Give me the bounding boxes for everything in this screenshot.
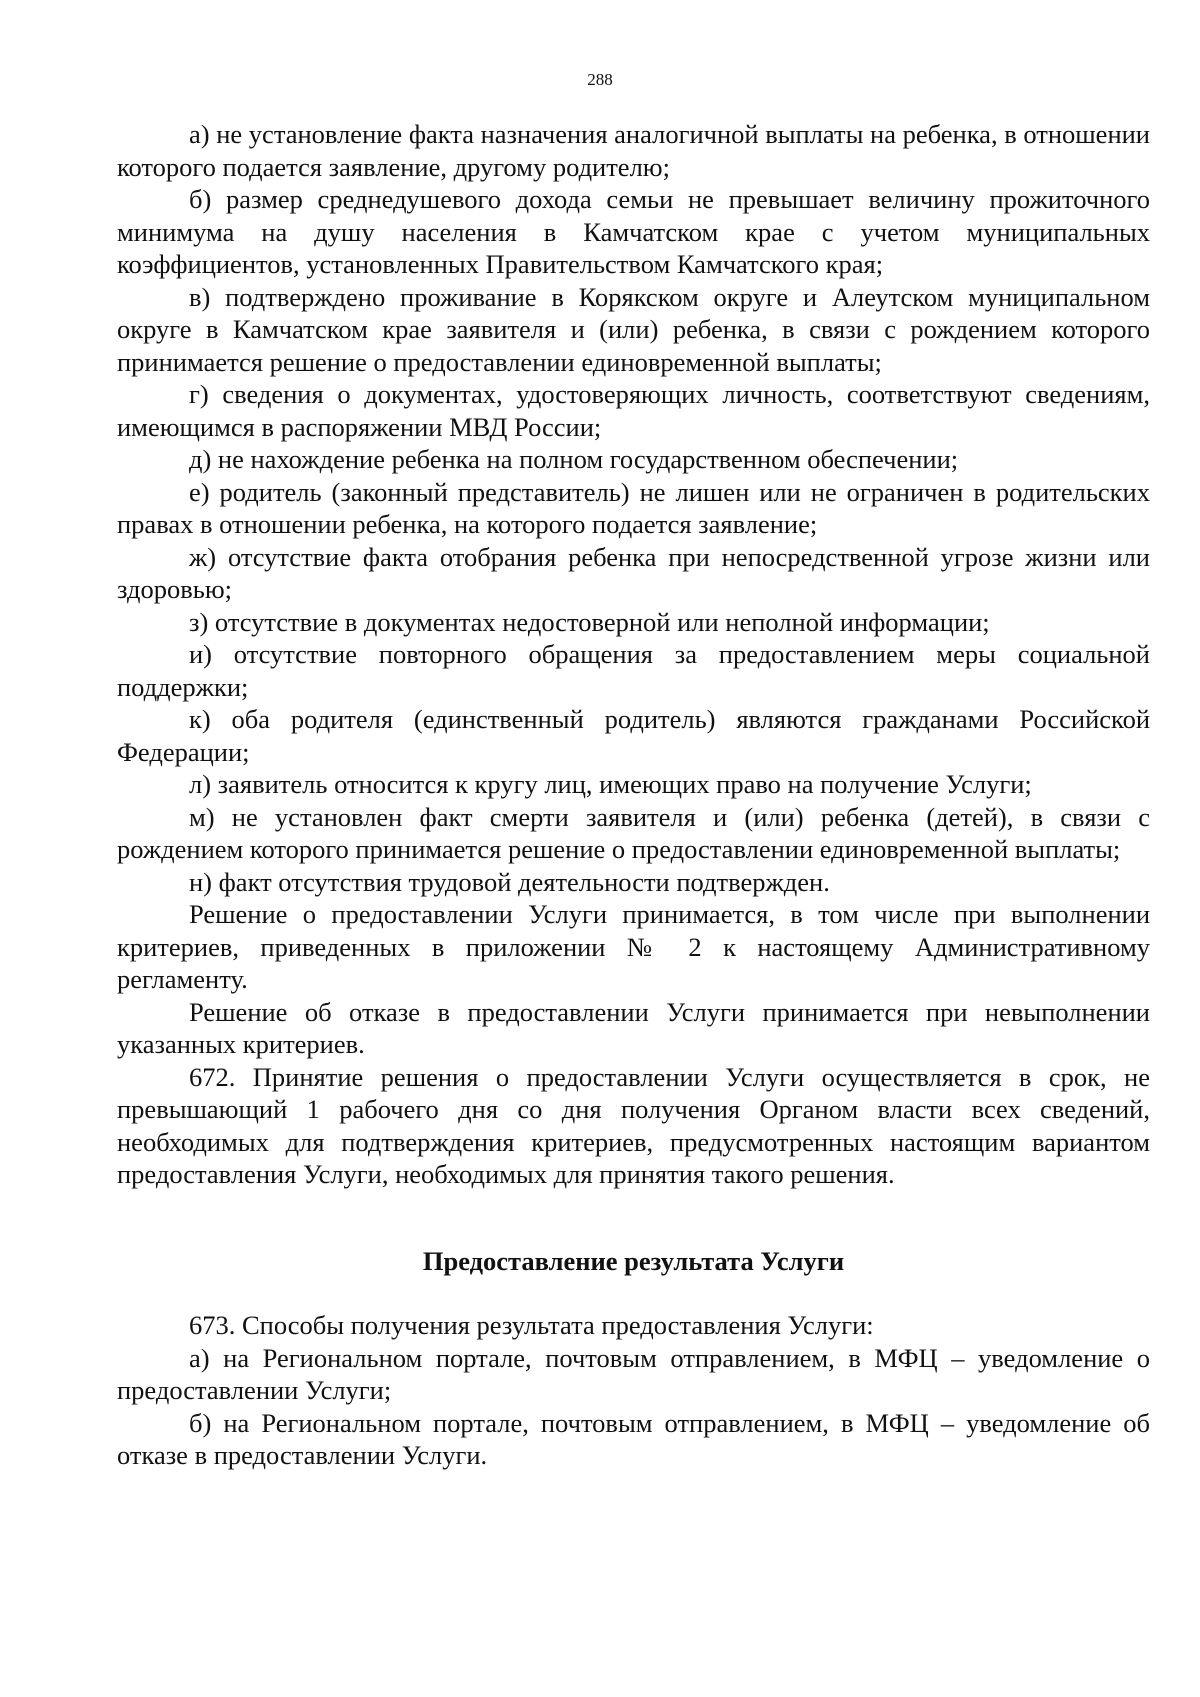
paragraph-decision-refusal: Решение об отказе в предоставлении Услуги принимается при невыполнении указанных критериев.: [117, 996, 1150, 1059]
paragraph-item-k: к) оба родителя (единственный родитель) являются гражданами Российской Федерации;: [117, 704, 1150, 767]
paragraph-673: 673. Способы получения результата предоставления Услуги:: [189, 1310, 874, 1340]
page-number: 288: [587, 70, 613, 89]
paragraph-item-g: г) сведения о документах, удостоверяющих личность, соответствуют сведениям, имеющимся в распоряжении МВД России;: [117, 379, 1150, 442]
paragraph-673-item-a: а) на Региональном портале, почтовым отправлением, в МФЦ – уведомление о предоставлении Услуги;: [117, 1342, 1150, 1405]
paragraph-item-i: и) отсутствие повторного обращения за предоставлением меры социальной поддержки;: [117, 639, 1150, 702]
paragraph-decision-grant: Решение о предоставлении Услуги принимается, в том числе при выполнении критериев, приведенных в приложении № 2 к настоящему Административному регламенту.: [117, 899, 1150, 994]
paragraph-672: 672. Принятие решения о предоставлении Услуги осуществляется в срок, не превышающий 1 рабочего дня со дня получения Органом власти всех сведений, необходимых для подтверждения критериев, предусмотренных настоящим вариантом предоставления Услуги, необходимых для принятия такого решения.: [117, 1061, 1150, 1189]
paragraph-item-z: з) отсутствие в документах недостоверной или неполной информации;: [189, 606, 990, 637]
paragraph-item-a: а) не установление факта назначения аналогичной выплаты на ребенка, в отношении которого подается заявление, другому родителю;: [117, 119, 1150, 182]
paragraph-673-item-b: б) на Региональном портале, почтовым отправлением, в МФЦ – уведомление об отказе в предоставлении Услуги.: [117, 1407, 1150, 1470]
paragraph-item-v: в) подтверждено проживание в Корякском округе и Алеутском муниципальном округе в Камчатском крае заявителя и (или) ребенка, в связи с рождением которого принимается решение о предоставлении единовременной выплаты;: [117, 281, 1150, 377]
paragraph-item-n: н) факт отсутствия трудовой деятельности подтвержден.: [189, 866, 830, 897]
paragraph-item-l: л) заявитель относится к кругу лиц, имеющих право на получение Услуги;: [189, 769, 1032, 799]
paragraph-item-m: м) не установлен факт смерти заявителя и (или) ребенка (детей), в связи с рождением которого принимается решение о предоставлении единовременной выплаты;: [117, 801, 1150, 864]
document-body: [117, 118, 1150, 1472]
paragraph-item-e: е) родитель (законный представитель) не лишен или не ограничен в родительских правах в отношении ребенка, на которого подается заявление;: [117, 476, 1150, 539]
section-heading: Предоставление результата Услуги: [422, 1245, 845, 1276]
paragraph-item-zh: ж) отсутствие факта отобрания ребенка при непосредственной угрозе жизни или здоровью;: [117, 541, 1150, 604]
paragraph-item-d: д) не нахождение ребенка на полном государственном обеспечении;: [189, 444, 959, 474]
paragraph-item-b: б) размер среднедушевого дохода семьи не превышает величину прожиточного минимума на душу населения в Камчатском крае с учетом муниципальных коэффициентов, установленных Правительством Камчатского края;: [117, 184, 1150, 279]
